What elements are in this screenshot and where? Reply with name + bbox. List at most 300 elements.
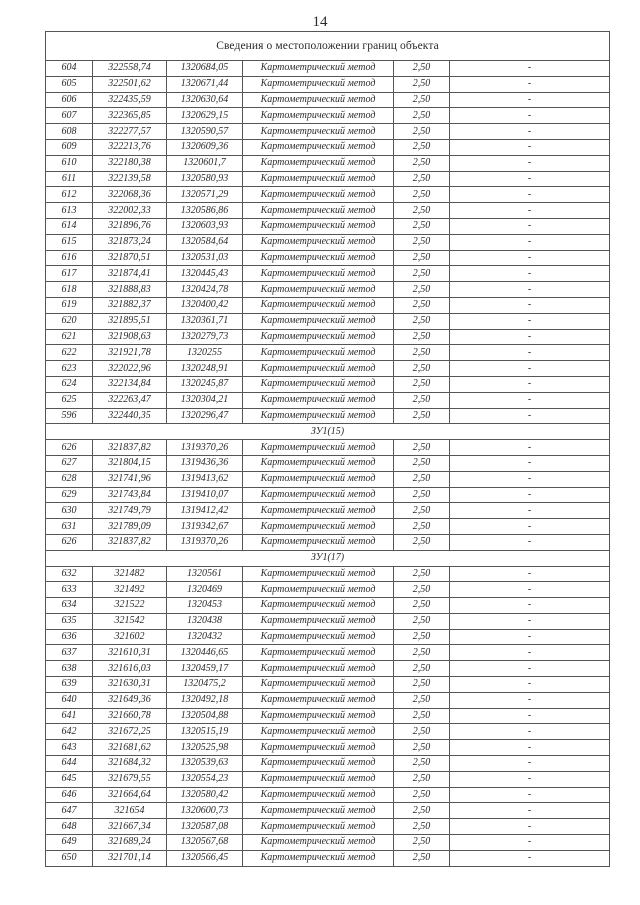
accuracy-cell: 2,50 xyxy=(394,708,450,724)
point-number-cell: 639 xyxy=(46,677,93,693)
point-number-cell: 614 xyxy=(46,218,93,234)
accuracy-cell: 2,50 xyxy=(394,850,450,866)
point-number-cell: 620 xyxy=(46,313,93,329)
method-cell: Картометрический метод xyxy=(243,455,394,471)
accuracy-cell: 2,50 xyxy=(394,835,450,851)
y-coordinate-cell: 1320453 xyxy=(167,598,243,614)
y-coordinate-cell: 1320566,45 xyxy=(167,850,243,866)
description-cell: - xyxy=(450,392,610,408)
description-cell: - xyxy=(450,203,610,219)
description-cell: - xyxy=(450,155,610,171)
accuracy-cell: 2,50 xyxy=(394,724,450,740)
x-coordinate-cell: 321616,03 xyxy=(93,661,167,677)
method-cell: Картометрический метод xyxy=(243,661,394,677)
x-coordinate-cell: 321741,96 xyxy=(93,471,167,487)
table-row xyxy=(46,487,610,503)
x-coordinate-cell: 321804,15 xyxy=(93,455,167,471)
table-row xyxy=(46,835,610,851)
point-number-cell: 631 xyxy=(46,519,93,535)
table-row xyxy=(46,534,610,550)
accuracy-cell: 2,50 xyxy=(394,187,450,203)
accuracy-cell: 2,50 xyxy=(394,361,450,377)
accuracy-cell: 2,50 xyxy=(394,124,450,140)
x-coordinate-cell: 321789,09 xyxy=(93,519,167,535)
method-cell: Картометрический метод xyxy=(243,345,394,361)
table-row xyxy=(46,787,610,803)
point-number-cell: 635 xyxy=(46,613,93,629)
x-coordinate-cell: 322180,38 xyxy=(93,155,167,171)
method-cell: Картометрический метод xyxy=(243,519,394,535)
point-number-cell: 616 xyxy=(46,250,93,266)
method-cell: Картометрический метод xyxy=(243,440,394,456)
table-row xyxy=(46,171,610,187)
description-cell: - xyxy=(450,234,610,250)
accuracy-cell: 2,50 xyxy=(394,566,450,582)
x-coordinate-cell: 321672,25 xyxy=(93,724,167,740)
table-row xyxy=(46,850,610,866)
method-cell: Картометрический метод xyxy=(243,771,394,787)
point-number-cell: 636 xyxy=(46,629,93,645)
table-row xyxy=(46,677,610,693)
description-cell: - xyxy=(450,724,610,740)
accuracy-cell: 2,50 xyxy=(394,629,450,645)
description-cell: - xyxy=(450,61,610,77)
point-number-cell: 634 xyxy=(46,598,93,614)
method-cell: Картометрический метод xyxy=(243,92,394,108)
description-cell: - xyxy=(450,345,610,361)
point-number-cell: 624 xyxy=(46,376,93,392)
accuracy-cell: 2,50 xyxy=(394,582,450,598)
method-cell: Картометрический метод xyxy=(243,376,394,392)
table-row xyxy=(46,313,610,329)
table-row xyxy=(46,392,610,408)
x-coordinate-cell: 321482 xyxy=(93,566,167,582)
y-coordinate-cell: 1320630,64 xyxy=(167,92,243,108)
section-heading: ЗУ1(15) xyxy=(46,424,610,440)
x-coordinate-cell: 321654 xyxy=(93,803,167,819)
method-cell: Картометрический метод xyxy=(243,724,394,740)
x-coordinate-cell: 321874,41 xyxy=(93,266,167,282)
table-row xyxy=(46,250,610,266)
point-number-cell: 629 xyxy=(46,487,93,503)
table-row xyxy=(46,724,610,740)
table-row xyxy=(46,740,610,756)
accuracy-cell: 2,50 xyxy=(394,455,450,471)
point-number-cell: 645 xyxy=(46,771,93,787)
method-cell: Картометрический метод xyxy=(243,740,394,756)
point-number-cell: 644 xyxy=(46,756,93,772)
description-cell: - xyxy=(450,613,610,629)
x-coordinate-cell: 322558,74 xyxy=(93,61,167,77)
point-number-cell: 625 xyxy=(46,392,93,408)
y-coordinate-cell: 1319370,26 xyxy=(167,440,243,456)
table-title-row xyxy=(46,32,610,61)
accuracy-cell: 2,50 xyxy=(394,677,450,693)
y-coordinate-cell: 1320445,43 xyxy=(167,266,243,282)
y-coordinate-cell: 1320525,98 xyxy=(167,740,243,756)
y-coordinate-cell: 1320571,29 xyxy=(167,187,243,203)
description-cell: - xyxy=(450,708,610,724)
accuracy-cell: 2,50 xyxy=(394,376,450,392)
point-number-cell: 626 xyxy=(46,534,93,550)
description-cell: - xyxy=(450,218,610,234)
table-row xyxy=(46,155,610,171)
point-number-cell: 612 xyxy=(46,187,93,203)
point-number-cell: 618 xyxy=(46,282,93,298)
table-row xyxy=(46,566,610,582)
x-coordinate-cell: 321896,76 xyxy=(93,218,167,234)
y-coordinate-cell: 1320561 xyxy=(167,566,243,582)
method-cell: Картометрический метод xyxy=(243,756,394,772)
point-number-cell: 626 xyxy=(46,440,93,456)
accuracy-cell: 2,50 xyxy=(394,139,450,155)
method-cell: Картометрический метод xyxy=(243,361,394,377)
accuracy-cell: 2,50 xyxy=(394,756,450,772)
table-row xyxy=(46,803,610,819)
accuracy-cell: 2,50 xyxy=(394,771,450,787)
y-coordinate-cell: 1320539,63 xyxy=(167,756,243,772)
point-number-cell: 647 xyxy=(46,803,93,819)
description-cell: - xyxy=(450,171,610,187)
description-cell: - xyxy=(450,471,610,487)
description-cell: - xyxy=(450,787,610,803)
y-coordinate-cell: 1320304,21 xyxy=(167,392,243,408)
y-coordinate-cell: 1320629,15 xyxy=(167,108,243,124)
table-row xyxy=(46,503,610,519)
y-coordinate-cell: 1320469 xyxy=(167,582,243,598)
y-coordinate-cell: 1320400,42 xyxy=(167,297,243,313)
method-cell: Картометрический метод xyxy=(243,471,394,487)
point-number-cell: 638 xyxy=(46,661,93,677)
description-cell: - xyxy=(450,408,610,424)
table-row xyxy=(46,329,610,345)
method-cell: Картометрический метод xyxy=(243,282,394,298)
method-cell: Картометрический метод xyxy=(243,408,394,424)
method-cell: Картометрический метод xyxy=(243,708,394,724)
point-number-cell: 642 xyxy=(46,724,93,740)
method-cell: Картометрический метод xyxy=(243,645,394,661)
description-cell: - xyxy=(450,835,610,851)
y-coordinate-cell: 1319413,62 xyxy=(167,471,243,487)
table-body xyxy=(46,32,610,867)
table-row xyxy=(46,756,610,772)
x-coordinate-cell: 322139,58 xyxy=(93,171,167,187)
point-number-cell: 648 xyxy=(46,819,93,835)
method-cell: Картометрический метод xyxy=(243,692,394,708)
method-cell: Картометрический метод xyxy=(243,613,394,629)
point-number-cell: 627 xyxy=(46,455,93,471)
x-coordinate-cell: 321681,62 xyxy=(93,740,167,756)
x-coordinate-cell: 322501,62 xyxy=(93,76,167,92)
y-coordinate-cell: 1319342,67 xyxy=(167,519,243,535)
y-coordinate-cell: 1320609,36 xyxy=(167,139,243,155)
description-cell: - xyxy=(450,756,610,772)
x-coordinate-cell: 322002,33 xyxy=(93,203,167,219)
method-cell: Картометрический метод xyxy=(243,803,394,819)
accuracy-cell: 2,50 xyxy=(394,503,450,519)
x-coordinate-cell: 321660,78 xyxy=(93,708,167,724)
y-coordinate-cell: 1320361,71 xyxy=(167,313,243,329)
x-coordinate-cell: 321664,64 xyxy=(93,787,167,803)
y-coordinate-cell: 1320584,64 xyxy=(167,234,243,250)
description-cell: - xyxy=(450,92,610,108)
y-coordinate-cell: 1320567,68 xyxy=(167,835,243,851)
accuracy-cell: 2,50 xyxy=(394,392,450,408)
x-coordinate-cell: 322068,36 xyxy=(93,187,167,203)
description-cell: - xyxy=(450,692,610,708)
table-row xyxy=(46,218,610,234)
table-row xyxy=(46,692,610,708)
y-coordinate-cell: 1320475,2 xyxy=(167,677,243,693)
accuracy-cell: 2,50 xyxy=(394,297,450,313)
description-cell: - xyxy=(450,740,610,756)
description-cell: - xyxy=(450,677,610,693)
point-number-cell: 606 xyxy=(46,92,93,108)
description-cell: - xyxy=(450,819,610,835)
table-row xyxy=(46,708,610,724)
method-cell: Картометрический метод xyxy=(243,187,394,203)
x-coordinate-cell: 322277,57 xyxy=(93,124,167,140)
accuracy-cell: 2,50 xyxy=(394,329,450,345)
method-cell: Картометрический метод xyxy=(243,171,394,187)
accuracy-cell: 2,50 xyxy=(394,218,450,234)
method-cell: Картометрический метод xyxy=(243,819,394,835)
accuracy-cell: 2,50 xyxy=(394,108,450,124)
method-cell: Картометрический метод xyxy=(243,250,394,266)
point-number-cell: 622 xyxy=(46,345,93,361)
description-cell: - xyxy=(450,519,610,535)
x-coordinate-cell: 321649,36 xyxy=(93,692,167,708)
point-number-cell: 605 xyxy=(46,76,93,92)
method-cell: Картометрический метод xyxy=(243,76,394,92)
description-cell: - xyxy=(450,661,610,677)
point-number-cell: 610 xyxy=(46,155,93,171)
method-cell: Картометрический метод xyxy=(243,313,394,329)
x-coordinate-cell: 321895,51 xyxy=(93,313,167,329)
table-row xyxy=(46,297,610,313)
accuracy-cell: 2,50 xyxy=(394,819,450,835)
point-number-cell: 649 xyxy=(46,835,93,851)
description-cell: - xyxy=(450,534,610,550)
point-number-cell: 617 xyxy=(46,266,93,282)
accuracy-cell: 2,50 xyxy=(394,519,450,535)
method-cell: Картометрический метод xyxy=(243,629,394,645)
method-cell: Картометрический метод xyxy=(243,677,394,693)
x-coordinate-cell: 321679,55 xyxy=(93,771,167,787)
section-heading-row xyxy=(46,424,610,440)
y-coordinate-cell: 1319436,36 xyxy=(167,455,243,471)
x-coordinate-cell: 321908,63 xyxy=(93,329,167,345)
x-coordinate-cell: 321749,79 xyxy=(93,503,167,519)
accuracy-cell: 2,50 xyxy=(394,661,450,677)
method-cell: Картометрический метод xyxy=(243,108,394,124)
table-row xyxy=(46,203,610,219)
x-coordinate-cell: 321921,78 xyxy=(93,345,167,361)
table-row xyxy=(46,819,610,835)
method-cell: Картометрический метод xyxy=(243,835,394,851)
x-coordinate-cell: 321630,31 xyxy=(93,677,167,693)
table-row xyxy=(46,266,610,282)
accuracy-cell: 2,50 xyxy=(394,61,450,77)
table-row xyxy=(46,471,610,487)
table-row xyxy=(46,124,610,140)
section-heading-row xyxy=(46,550,610,566)
point-number-cell: 596 xyxy=(46,408,93,424)
y-coordinate-cell: 1319370,26 xyxy=(167,534,243,550)
description-cell: - xyxy=(450,76,610,92)
point-number-cell: 619 xyxy=(46,297,93,313)
x-coordinate-cell: 322440,35 xyxy=(93,408,167,424)
description-cell: - xyxy=(450,771,610,787)
point-number-cell: 646 xyxy=(46,787,93,803)
point-number-cell: 623 xyxy=(46,361,93,377)
x-coordinate-cell: 321837,82 xyxy=(93,440,167,456)
accuracy-cell: 2,50 xyxy=(394,471,450,487)
point-number-cell: 650 xyxy=(46,850,93,866)
y-coordinate-cell: 1320554,23 xyxy=(167,771,243,787)
y-coordinate-cell: 1320438 xyxy=(167,613,243,629)
accuracy-cell: 2,50 xyxy=(394,487,450,503)
description-cell: - xyxy=(450,376,610,392)
method-cell: Картометрический метод xyxy=(243,218,394,234)
point-number-cell: 604 xyxy=(46,61,93,77)
table-row xyxy=(46,519,610,535)
y-coordinate-cell: 1320424,78 xyxy=(167,282,243,298)
description-cell: - xyxy=(450,629,610,645)
y-coordinate-cell: 1319412,42 xyxy=(167,503,243,519)
accuracy-cell: 2,50 xyxy=(394,234,450,250)
description-cell: - xyxy=(450,503,610,519)
x-coordinate-cell: 321873,24 xyxy=(93,234,167,250)
accuracy-cell: 2,50 xyxy=(394,787,450,803)
table-row xyxy=(46,629,610,645)
description-cell: - xyxy=(450,361,610,377)
description-cell: - xyxy=(450,297,610,313)
y-coordinate-cell: 1320684,05 xyxy=(167,61,243,77)
description-cell: - xyxy=(450,250,610,266)
x-coordinate-cell: 321684,32 xyxy=(93,756,167,772)
x-coordinate-cell: 322022,96 xyxy=(93,361,167,377)
description-cell: - xyxy=(450,329,610,345)
description-cell: - xyxy=(450,850,610,866)
description-cell: - xyxy=(450,139,610,155)
x-coordinate-cell: 321837,82 xyxy=(93,534,167,550)
point-number-cell: 630 xyxy=(46,503,93,519)
x-coordinate-cell: 321689,24 xyxy=(93,835,167,851)
y-coordinate-cell: 1320586,86 xyxy=(167,203,243,219)
description-cell: - xyxy=(450,566,610,582)
y-coordinate-cell: 1320504,88 xyxy=(167,708,243,724)
x-coordinate-cell: 321667,34 xyxy=(93,819,167,835)
accuracy-cell: 2,50 xyxy=(394,76,450,92)
y-coordinate-cell: 1320601,7 xyxy=(167,155,243,171)
accuracy-cell: 2,50 xyxy=(394,408,450,424)
table-row xyxy=(46,139,610,155)
description-cell: - xyxy=(450,440,610,456)
y-coordinate-cell: 1320590,57 xyxy=(167,124,243,140)
description-cell: - xyxy=(450,582,610,598)
accuracy-cell: 2,50 xyxy=(394,345,450,361)
accuracy-cell: 2,50 xyxy=(394,203,450,219)
x-coordinate-cell: 321602 xyxy=(93,629,167,645)
accuracy-cell: 2,50 xyxy=(394,440,450,456)
table-row xyxy=(46,361,610,377)
x-coordinate-cell: 321870,51 xyxy=(93,250,167,266)
x-coordinate-cell: 322263,47 xyxy=(93,392,167,408)
x-coordinate-cell: 321522 xyxy=(93,598,167,614)
x-coordinate-cell: 321610,31 xyxy=(93,645,167,661)
y-coordinate-cell: 1320492,18 xyxy=(167,692,243,708)
table-title: Сведения о местоположении границ объекта xyxy=(46,32,610,61)
table-row xyxy=(46,92,610,108)
method-cell: Картометрический метод xyxy=(243,61,394,77)
table-row xyxy=(46,771,610,787)
y-coordinate-cell: 1320671,44 xyxy=(167,76,243,92)
accuracy-cell: 2,50 xyxy=(394,534,450,550)
point-number-cell: 621 xyxy=(46,329,93,345)
description-cell: - xyxy=(450,282,610,298)
method-cell: Картометрический метод xyxy=(243,566,394,582)
y-coordinate-cell: 1320515,19 xyxy=(167,724,243,740)
point-number-cell: 609 xyxy=(46,139,93,155)
table-row xyxy=(46,187,610,203)
point-number-cell: 640 xyxy=(46,692,93,708)
table-row xyxy=(46,455,610,471)
accuracy-cell: 2,50 xyxy=(394,282,450,298)
accuracy-cell: 2,50 xyxy=(394,613,450,629)
description-cell: - xyxy=(450,313,610,329)
accuracy-cell: 2,50 xyxy=(394,250,450,266)
y-coordinate-cell: 1320580,42 xyxy=(167,787,243,803)
method-cell: Картометрический метод xyxy=(243,297,394,313)
boundary-coordinates-table xyxy=(45,31,610,867)
method-cell: Картометрический метод xyxy=(243,582,394,598)
y-coordinate-cell: 1319410,07 xyxy=(167,487,243,503)
method-cell: Картометрический метод xyxy=(243,392,394,408)
y-coordinate-cell: 1320603,93 xyxy=(167,218,243,234)
accuracy-cell: 2,50 xyxy=(394,266,450,282)
method-cell: Картометрический метод xyxy=(243,534,394,550)
method-cell: Картометрический метод xyxy=(243,503,394,519)
x-coordinate-cell: 321542 xyxy=(93,613,167,629)
accuracy-cell: 2,50 xyxy=(394,803,450,819)
x-coordinate-cell: 322213,76 xyxy=(93,139,167,155)
table-row xyxy=(46,440,610,456)
x-coordinate-cell: 322134,84 xyxy=(93,376,167,392)
point-number-cell: 607 xyxy=(46,108,93,124)
x-coordinate-cell: 321882,37 xyxy=(93,297,167,313)
point-number-cell: 637 xyxy=(46,645,93,661)
y-coordinate-cell: 1320600,73 xyxy=(167,803,243,819)
table-row xyxy=(46,613,610,629)
table-row xyxy=(46,376,610,392)
point-number-cell: 608 xyxy=(46,124,93,140)
method-cell: Картометрический метод xyxy=(243,487,394,503)
y-coordinate-cell: 1320580,93 xyxy=(167,171,243,187)
description-cell: - xyxy=(450,803,610,819)
x-coordinate-cell: 321492 xyxy=(93,582,167,598)
x-coordinate-cell: 321701,14 xyxy=(93,850,167,866)
y-coordinate-cell: 1320446,65 xyxy=(167,645,243,661)
accuracy-cell: 2,50 xyxy=(394,645,450,661)
method-cell: Картометрический метод xyxy=(243,155,394,171)
point-number-cell: 641 xyxy=(46,708,93,724)
y-coordinate-cell: 1320587,08 xyxy=(167,819,243,835)
point-number-cell: 633 xyxy=(46,582,93,598)
y-coordinate-cell: 1320432 xyxy=(167,629,243,645)
accuracy-cell: 2,50 xyxy=(394,171,450,187)
description-cell: - xyxy=(450,266,610,282)
